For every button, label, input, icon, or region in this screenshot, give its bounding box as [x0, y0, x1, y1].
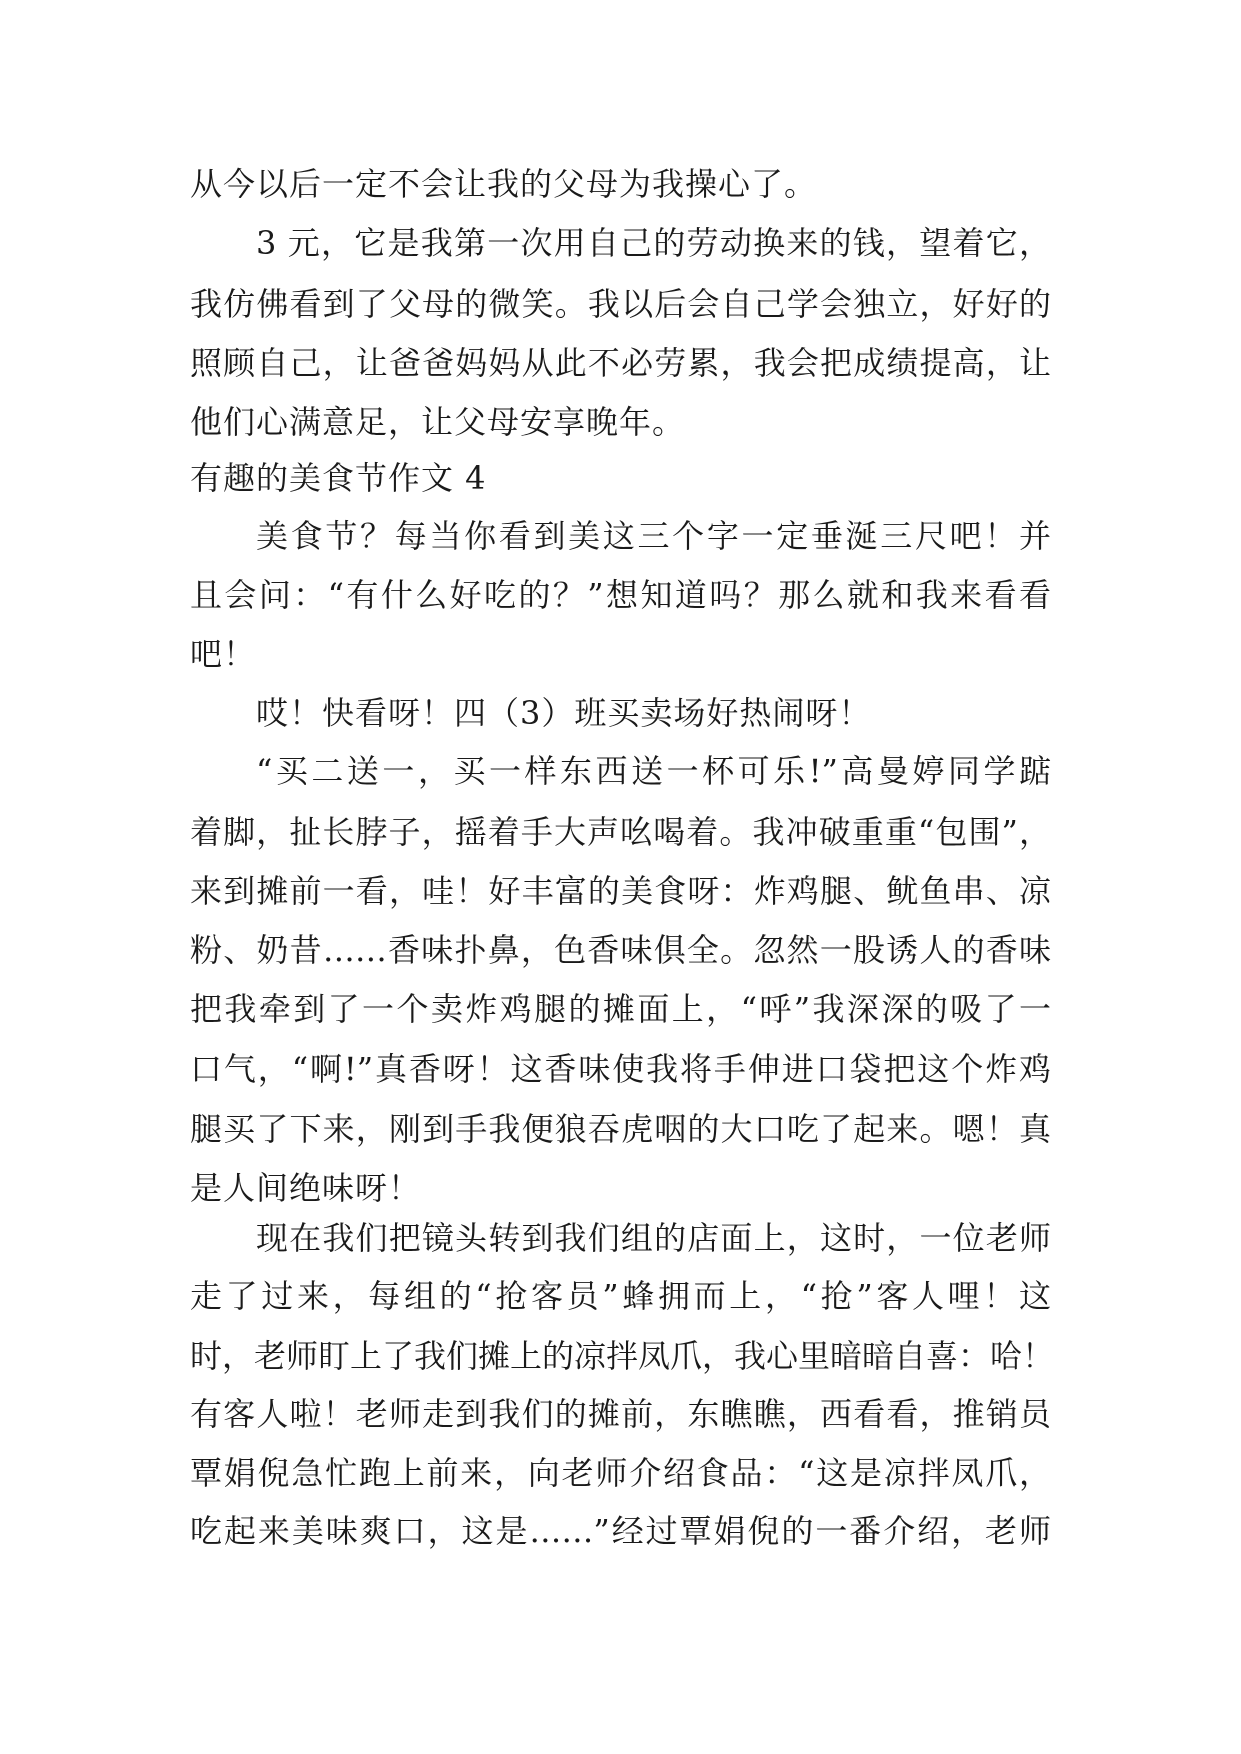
text-line: 现在我们把镜头转到我们组的店面上，这时，一位老师 — [256, 1219, 1051, 1257]
text-line: 着脚，扯长脖子，摇着手大声吆喝着。我冲破重重“包围”， — [190, 813, 1051, 851]
text-line: 时，老师盯上了我们摊上的凉拌凤爪，我心里暗暗自喜：哈！ — [190, 1337, 1055, 1375]
text-line: “买二送一，买一样东西送一杯可乐!”高曼婷同学踮 — [256, 752, 1051, 790]
text-line: 我仿佛看到了父母的微笑。我以后会自己学会独立，好好的 — [190, 285, 1051, 323]
text-line: 他们心满意足，让父母安享晚年。 — [190, 403, 686, 441]
text-line: 3 元，它是我第一次用自己的劳动换来的钱，望着它， — [256, 224, 1051, 262]
heading-text: 有趣的美食节作文 4 — [190, 459, 487, 497]
text-line: 来到摊前一看，哇！好丰富的美食呀：炸鸡腿、鱿鱼串、凉 — [190, 872, 1051, 910]
text-line: 粉、奶昔……香味扑鼻，色香味俱全。忽然一股诱人的香味 — [190, 931, 1051, 969]
text-line: 从今以后一定不会让我的父母为我操心了。 — [190, 165, 818, 203]
text-line: 照顾自己，让爸爸妈妈从此不必劳累，我会把成绩提高，让 — [190, 344, 1051, 382]
text-line: 有客人啦！老师走到我们的摊前，东瞧瞧，西看看，推销员 — [190, 1395, 1051, 1433]
text-line: 覃娟倪急忙跑上前来，向老师介绍食品：“这是凉拌凤爪， — [190, 1454, 1051, 1492]
text-line: 吃起来美味爽口，这是……”经过覃娟倪的一番介绍，老师 — [190, 1512, 1051, 1550]
text-line: 且会问：“有什么好吃的？”想知道吗？那么就和我来看看 — [190, 576, 1051, 614]
text-line: 走了过来，每组的“抢客员”蜂拥而上，“抢”客人哩！这 — [190, 1277, 1051, 1315]
text-line: 腿买了下来，刚到手我便狼吞虎咽的大口吃了起来。嗯！真 — [190, 1110, 1051, 1148]
text-line: 是人间绝味呀！ — [190, 1169, 422, 1207]
text-line: 美食节？每当你看到美这三个字一定垂涎三尺吧！并 — [256, 517, 1051, 555]
text-line: 把我牵到了一个卖炸鸡腿的摊面上，“呼”我深深的吸了一 — [190, 990, 1051, 1028]
text-line: 口气，“啊!”真香呀！这香味使我将手伸进口袋把这个炸鸡 — [190, 1050, 1051, 1088]
text-line: 吧！ — [190, 635, 257, 673]
text-line: 哎！快看呀！四（3）班买卖场好热闹呀！ — [256, 694, 872, 732]
